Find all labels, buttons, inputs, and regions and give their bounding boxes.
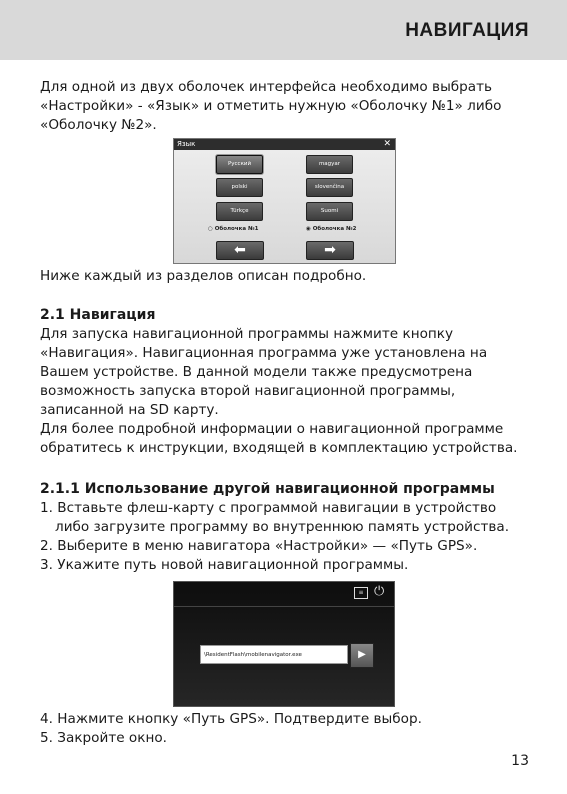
menu-icon[interactable]: ≡ (354, 587, 368, 599)
section-heading: 2.1.1 Использование другой навигационной программы (40, 481, 495, 497)
shell-2-option[interactable] (306, 226, 356, 232)
intro-line: «Оболочку №2». (40, 117, 157, 133)
section-line: обратитесь к инструкции, входящей в комплектацию устройства. (40, 440, 518, 456)
lang-button-polski[interactable]: polski (216, 178, 263, 197)
dialog-titlebar (174, 139, 395, 150)
shell-1-label: Оболочка №1 (214, 226, 259, 232)
section-line: Для запуска навигационной программы нажмите кнопку (40, 326, 454, 342)
lang-button-turkce[interactable]: Türkçe (216, 202, 263, 221)
page-number: 13 (511, 753, 529, 769)
step-line: 3. Укажите путь новой навигационной программы. (40, 557, 409, 573)
section-2-1 (40, 306, 535, 458)
lang-button-suomi[interactable]: Suomi (306, 202, 353, 221)
dialog-body (174, 150, 395, 263)
steps-after (40, 710, 535, 748)
section-line: возможность запуска второй навигационной программы, (40, 383, 456, 399)
arrow-left-icon: ⬅ (234, 242, 246, 258)
page-title: НАВИГАЦИЯ (405, 20, 529, 41)
back-arrow-button[interactable] (216, 241, 264, 260)
step-line: 2. Выберите в меню навигатора «Настройки» — «Путь GPS». (40, 538, 478, 554)
shell-2-label: Оболочка №2 (312, 226, 357, 232)
section-line: «Навигация». Навигационная программа уже установлена на (40, 345, 488, 361)
radio-on-icon: ◉ (306, 226, 311, 232)
navigator-screenshot (173, 581, 395, 707)
intro-line: Для одной из двух оболочек интерфейса необходимо выбрать (40, 79, 493, 95)
section-heading: 2.1 Навигация (40, 307, 156, 323)
intro-line: «Настройки» - «Язык» и отметить нужную «Оболочку №1» либо (40, 98, 502, 114)
dialog-title: Язык (177, 140, 196, 148)
play-button[interactable] (350, 643, 374, 668)
step-line: 1. Вставьте флеш-карту с программой навигации в устройство (40, 500, 497, 516)
intro-paragraph (40, 78, 535, 135)
divider (174, 606, 394, 607)
gps-path-field[interactable]: \ResidentFlash\mobilenavigator.exe (200, 645, 348, 664)
lang-button-russian[interactable]: Русский (216, 155, 263, 174)
power-icon[interactable]: ⏻ (374, 584, 385, 599)
arrow-right-icon: ➡ (324, 242, 336, 258)
section-line: записанной на SD карту. (40, 402, 219, 418)
shell-1-option[interactable] (208, 226, 258, 232)
lang-button-magyar[interactable]: magyar (306, 155, 353, 174)
step-line: 4. Нажмите кнопку «Путь GPS». Подтвердите выбор. (40, 711, 422, 727)
lang-button-slovencina[interactable]: slovenčina (306, 178, 353, 197)
step-line: либо загрузите программу во внутреннюю память устройства. (55, 519, 510, 535)
section-line: Вашем устройстве. В данной модели также предусмотрена (40, 364, 473, 380)
section-line: Для более подробной информации о навигационной программе (40, 421, 504, 437)
section-2-1-1 (40, 480, 535, 575)
step-line: 5. Закройте окно. (40, 730, 167, 746)
radio-off-icon: ○ (208, 226, 213, 232)
play-icon: ▶ (358, 649, 366, 660)
next-arrow-button[interactable] (306, 241, 354, 260)
language-dialog-screenshot (173, 138, 396, 264)
close-icon[interactable]: ✕ (383, 139, 391, 149)
sections-intro: Ниже каждый из разделов описан подробно. (40, 268, 367, 284)
